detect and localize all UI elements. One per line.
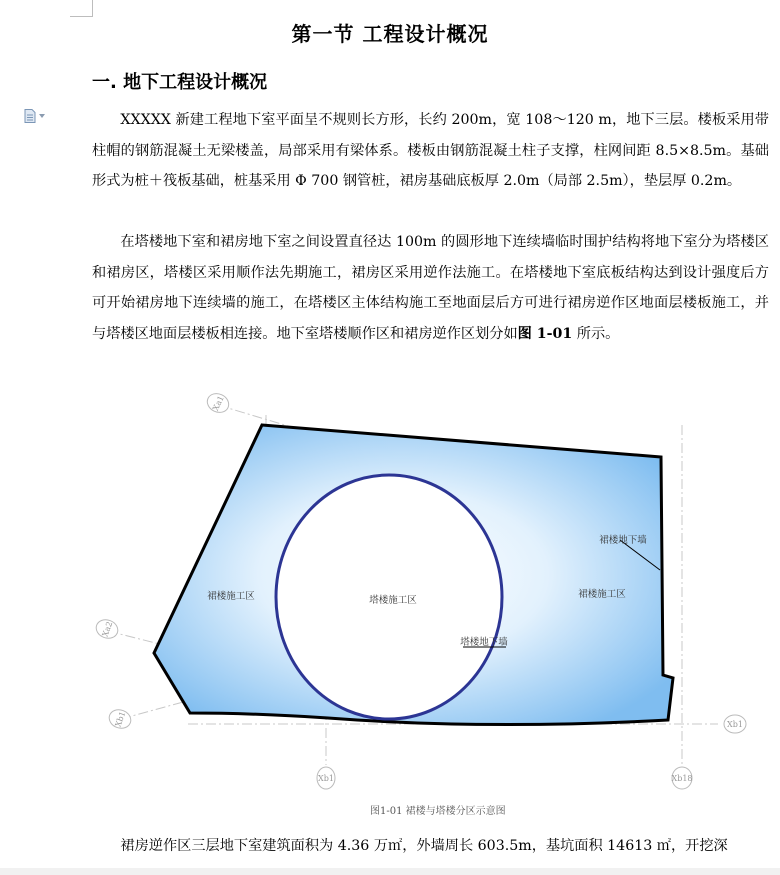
tower-wall-label: 塔楼地下墙 (460, 637, 508, 648)
paragraph-2 (92, 227, 769, 349)
heading-underground-design: 一. 地下工程设计概况 (92, 72, 268, 93)
zone-diagram (88, 385, 778, 825)
grid-bubble-xb1-bottom (317, 767, 335, 789)
podium-wall-label: 裙楼地下墙 (599, 535, 647, 546)
paragraph-1: XXXXX 新建工程地下室平面呈不规则长方形，长约 200m，宽 108～120 m，地下三层。楼板采用带柱帽的钢筋混凝土无梁楼盖，局部采用有梁体系。楼板由钢筋混凝土柱子支撑，柱网间距 8.5×8.5m。基础形式为桩＋筏板基础，桩基采用 Φ 700 钢管桩，裙房基础底板厚 2.0m（局部 2.5m），垫层厚 0.2m。 (92, 112, 769, 189)
grid-bubble-xb1-bottom-text: Xb1 (318, 774, 334, 783)
dropdown-arrow-icon (39, 114, 45, 118)
center-zone-label: 塔楼施工区 (369, 595, 417, 606)
document-icon (24, 109, 36, 123)
grid-bubble-xb18 (672, 767, 693, 789)
paragraph-2-text: 在塔楼地下室和裙房地下室之间设置直径达 100m 的圆形地下连续墙临时围护结构将地下室分为塔楼区和裙房区，塔楼区采用顺作法先期施工，裙房区采用逆作法施工。在塔楼地下室底板结构达到设计强度后方可开始裙房地下连续墙的施工，在塔楼区主体结构施工至地面层后方可进行裙房逆作区地面层楼板施工，并与塔楼区地面层楼板相连接。地下室塔楼顺作区和裙房逆作区划分如 (92, 234, 769, 342)
page-bottom-strip (0, 868, 780, 875)
grid-bubble-xb18-text: Xb18 (671, 774, 693, 783)
grid-bubble-xa2-text: Xa2 (100, 620, 115, 639)
grid-bubble-xb1-left (107, 707, 134, 731)
grid-bubble-xb1-left-text: Xb1 (113, 710, 128, 729)
figure-1-01 (88, 385, 778, 825)
paragraph-options-button[interactable] (24, 108, 54, 124)
paragraph-2-tail: 所示。 (572, 325, 620, 342)
section-title: 第一节 工程设计概况 (291, 22, 489, 46)
grid-bubble-xa2 (94, 617, 121, 641)
right-zone-label: 裙楼施工区 (578, 589, 626, 600)
page-corner-marker (70, 0, 93, 17)
left-zone-label: 裙楼施工区 (207, 591, 255, 602)
grid-bubble-xb1-right (724, 715, 746, 733)
paragraph-3: 裙房逆作区三层地下室建筑面积为 4.36 万㎡，外墙周长 603.5m，基坑面积 14613 ㎡，开挖深 (120, 838, 728, 854)
figure-caption: 图1-01 裙楼与塔楼分区示意图 (370, 806, 506, 817)
grid-bubble-xb1-right-text: Xb1 (727, 720, 743, 729)
grid-bubble-xa1-text: Xa1 (211, 394, 226, 413)
figure-reference: 图 1-01 (517, 325, 573, 342)
grid-bubble-xa1 (204, 390, 232, 416)
